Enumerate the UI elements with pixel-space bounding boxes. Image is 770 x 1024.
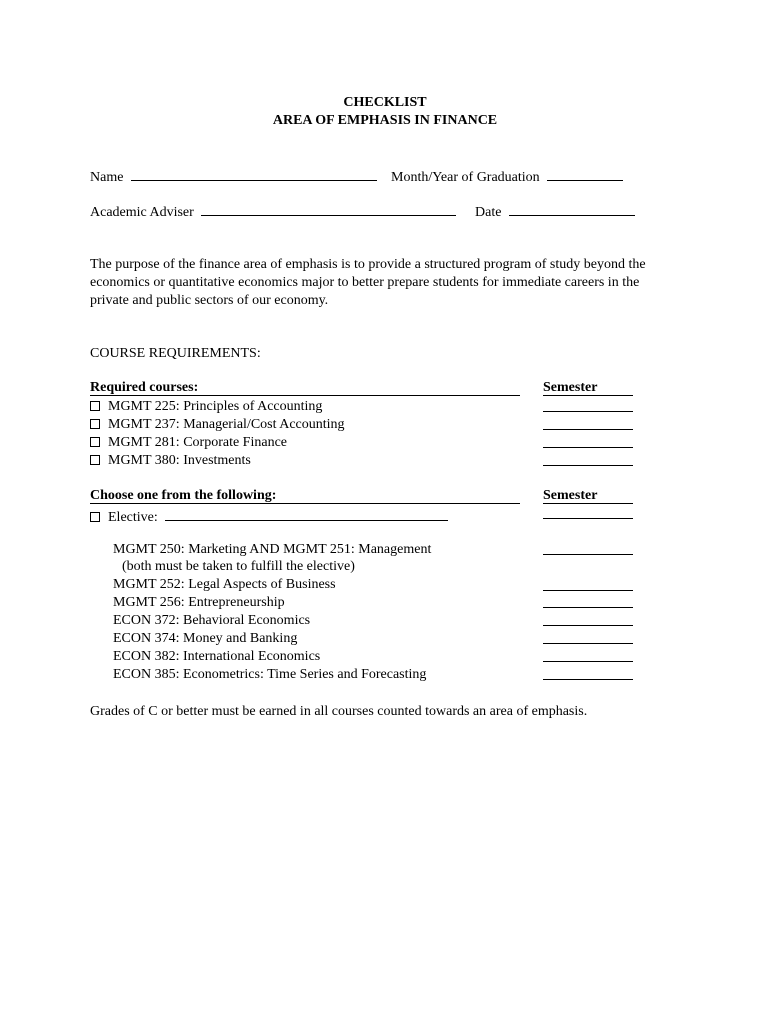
elective-option: ECON 374: Money and Banking (113, 631, 298, 646)
required-courses-heading: Required courses: (90, 380, 199, 395)
elective-option: MGMT 256: Entrepreneurship (113, 595, 285, 610)
semester-field[interactable] (543, 429, 633, 430)
elective-option: ECON 372: Behavioral Economics (113, 613, 311, 628)
course-label: MGMT 225: Principles of Accounting (108, 399, 323, 414)
elective-option: MGMT 250: Marketing AND MGMT 251: Management (113, 542, 432, 557)
semester-field[interactable] (543, 465, 633, 466)
date-row (475, 201, 635, 222)
checkbox[interactable] (90, 512, 100, 522)
required-semester-rule (543, 395, 633, 396)
semester-field[interactable] (543, 411, 633, 412)
semester-field[interactable] (543, 518, 633, 519)
adviser-row (90, 201, 456, 222)
adviser-label: Academic Adviser (90, 205, 194, 220)
course-label: MGMT 281: Corporate Finance (108, 435, 287, 450)
date-field[interactable] (509, 201, 635, 216)
required-heading-rule (90, 395, 520, 396)
title-line-1: CHECKLIST (343, 95, 427, 110)
required-course-item (90, 398, 322, 416)
semester-field[interactable] (543, 554, 633, 555)
elective-option: MGMT 252: Legal Aspects of Business (113, 577, 336, 592)
graduation-row (391, 166, 623, 187)
course-label: MGMT 237: Managerial/Cost Accounting (108, 417, 345, 432)
elective-row (90, 506, 448, 527)
required-semester-heading: Semester (543, 380, 598, 395)
elective-field[interactable] (165, 506, 448, 521)
graduation-field[interactable] (547, 166, 623, 181)
elective-label: Elective: (108, 510, 158, 525)
choose-heading-rule (90, 503, 520, 504)
choose-semester-rule (543, 503, 633, 504)
name-label: Name (90, 170, 124, 185)
semester-field[interactable] (543, 590, 633, 591)
semester-field[interactable] (543, 679, 633, 680)
elective-option-note: (both must be taken to fulfill the elective) (122, 559, 355, 574)
required-course-item (90, 434, 287, 452)
checkbox[interactable] (90, 419, 100, 429)
name-row (90, 166, 377, 187)
elective-option: ECON 382: International Economics (113, 649, 321, 664)
grades-note: Grades of C or better must be earned in all courses counted towards an area of emphasis. (90, 704, 588, 719)
adviser-field[interactable] (201, 201, 456, 216)
choose-semester-heading: Semester (543, 488, 598, 503)
name-field[interactable] (131, 166, 377, 181)
purpose-paragraph: The purpose of the finance area of emphasis is to provide a structured program of study beyond the economics or quantitative economics major to better prepare students for immediate careers in the private and public sectors of our economy. (90, 257, 646, 308)
title-line-2: AREA OF EMPHASIS IN FINANCE (272, 113, 498, 128)
elective-option: ECON 385: Econometrics: Time Series and Forecasting (113, 667, 427, 682)
required-course-item (90, 452, 251, 470)
graduation-label: Month/Year of Graduation (391, 170, 540, 185)
semester-field[interactable] (543, 625, 633, 626)
checkbox[interactable] (90, 401, 100, 411)
choose-one-heading: Choose one from the following: (90, 488, 277, 503)
semester-field[interactable] (543, 643, 633, 644)
semester-field[interactable] (543, 661, 633, 662)
semester-field[interactable] (543, 447, 633, 448)
date-label: Date (475, 205, 502, 220)
checkbox[interactable] (90, 455, 100, 465)
course-label: MGMT 380: Investments (108, 453, 251, 468)
checkbox[interactable] (90, 437, 100, 447)
required-course-item (90, 416, 345, 434)
semester-field[interactable] (543, 607, 633, 608)
course-requirements-label: COURSE REQUIREMENTS: (90, 346, 261, 361)
